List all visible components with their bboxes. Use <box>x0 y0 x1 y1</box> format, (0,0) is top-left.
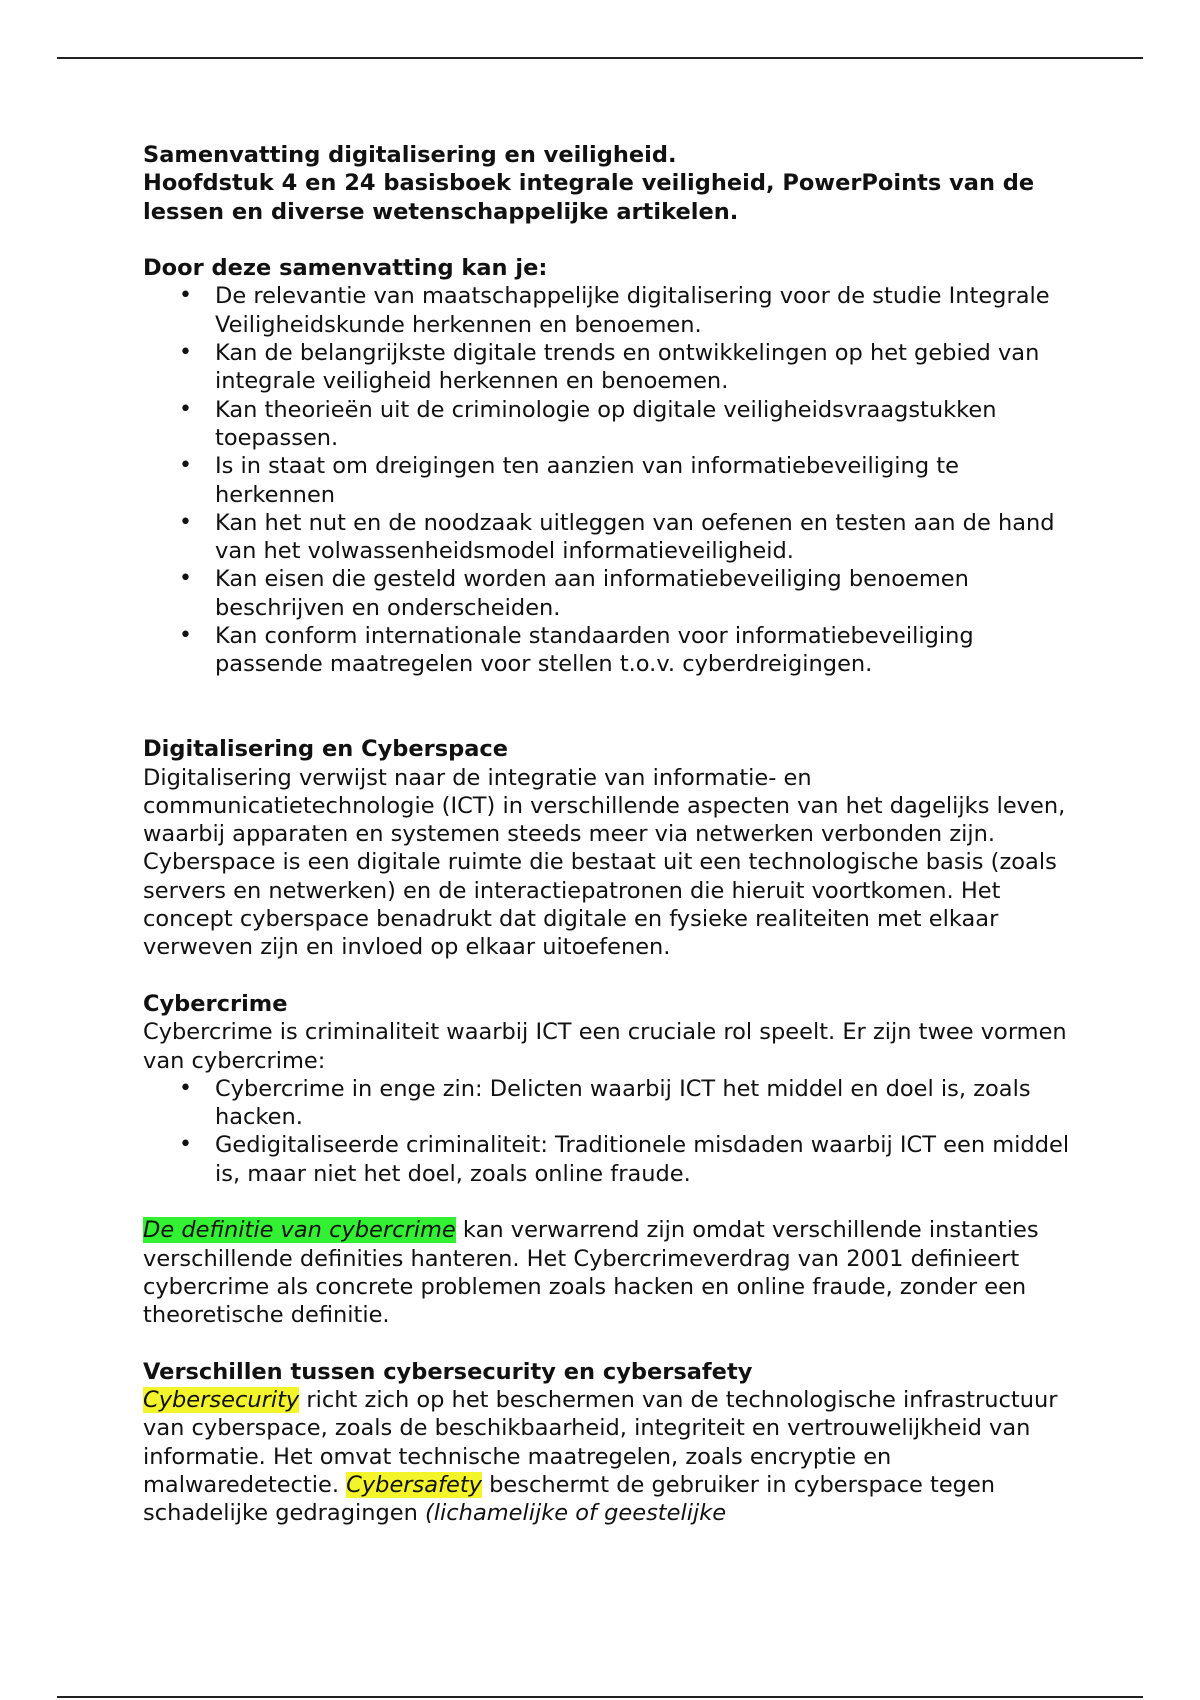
section-heading-digitalisering: Digitalisering en Cyberspace <box>143 736 509 763</box>
list-item: • Kan conform internationale standaarden voor informatiebeveiliging passende maatregelen voor stellen t.o.v. cyberdreigingen. <box>143 622 1083 679</box>
cybercrime-list <box>143 1075 1083 1188</box>
highlight-cybersafety: Cybersafety <box>346 1471 482 1498</box>
verschillen-text-2: beschermt de gebruiker in cyberspace tegen schadelijke gedragingen <box>143 1471 996 1527</box>
document-title-line-1: Samenvatting digitalisering en veiligheid. <box>143 142 677 168</box>
highlight-definitie: De definitie van cybercrime <box>143 1217 456 1244</box>
definition-text: kan verwarrend zijn omdat verschillende instanties verschillende definities hanteren. Het Cybercrimeverdrag van 2001 definieert cybercrime als concrete problemen zoals hacken en online fraude, zonder een theoretische definitie. <box>143 1217 1039 1329</box>
paragraph-digitalisering: Digitalisering verwijst naar de integratie van informatie- en communicatietechnologie (ICT) in verschillende aspecten van het dagelijks leven, waarbij apparaten en systemen steeds meer via netwerken verbonden zijn. Cyberspace is een digitale ruimte die bestaat uit een technologische basis (zoals servers en netwerken) en de interactiepatronen die hieruit voortkomen. Het concept cyberspace benadrukt dat digitale en fysieke realiteiten met elkaar verweven zijn en invloed op elkaar uitoefenen. <box>143 764 1066 961</box>
paragraph-verschillen <box>143 1386 1083 1527</box>
list-item: • Gedigitaliseerde criminaliteit: Traditionele misdaden waarbij ICT een middel is, maar niet het doel, zoals online fraude. <box>143 1131 1083 1188</box>
document-title-line-2: Hoofdstuk 4 en 24 basisboek integrale veiligheid, PowerPoints van de lessen en diverse wetenschappelijke artikelen. <box>143 170 1035 225</box>
list-item: • De relevantie van maatschappelijke digitalisering voor de studie Integrale Veiligheidskunde herkennen en benoemen. <box>143 282 1083 339</box>
verschillen-text-3: (lichamelijke of geestelijke <box>425 1500 727 1527</box>
objectives-heading: Door deze samenvatting kan je: <box>143 255 548 282</box>
document-page <box>143 141 1083 1528</box>
list-item: • Kan de belangrijkste digitale trends en ontwikkelingen op het gebied van integrale veiligheid herkennen en benoemen. <box>143 339 1083 396</box>
list-item: • Kan het nut en de noodzaak uitleggen van oefenen en testen aan de hand van het volwassenheidsmodel informatieveiligheid. <box>143 509 1083 566</box>
section-heading-cybercrime: Cybercrime <box>143 990 288 1017</box>
highlight-cybersecurity: Cybersecurity <box>143 1387 300 1414</box>
footer-rule <box>57 1696 1143 1698</box>
section-heading-verschillen: Verschillen tussen cybersecurity en cybersafety <box>143 1358 753 1385</box>
list-item: • Is in staat om dreigingen ten aanzien van informatiebeveiliging te herkennen <box>143 452 1083 509</box>
verschillen-text-1: richt zich op het beschermen van de technologische infrastructuur van cyberspace, zoals de beschikbaarheid, integriteit en vertrouwelijkheid van informatie. Het omvat technische maatregelen, zoals encryptie en malwaredetectie. <box>143 1387 1058 1498</box>
header-rule <box>57 57 1143 59</box>
list-item: • Kan eisen die gesteld worden aan informatiebeveiliging benoemen beschrijven en onderscheiden. <box>143 565 1083 622</box>
paragraph-cybercrime-intro: Cybercrime is criminaliteit waarbij ICT een cruciale rol speelt. Er zijn twee vormen van cybercrime: <box>143 1019 1067 1074</box>
list-item: • Cybercrime in enge zin: Delicten waarbij ICT het middel en doel is, zoals hacken. <box>143 1075 1083 1132</box>
paragraph-cybercrime-definition <box>143 1216 1083 1329</box>
list-item: • Kan theorieën uit de criminologie op digitale veiligheidsvraagstukken toepassen. <box>143 396 1083 453</box>
objectives-list <box>143 282 1083 678</box>
